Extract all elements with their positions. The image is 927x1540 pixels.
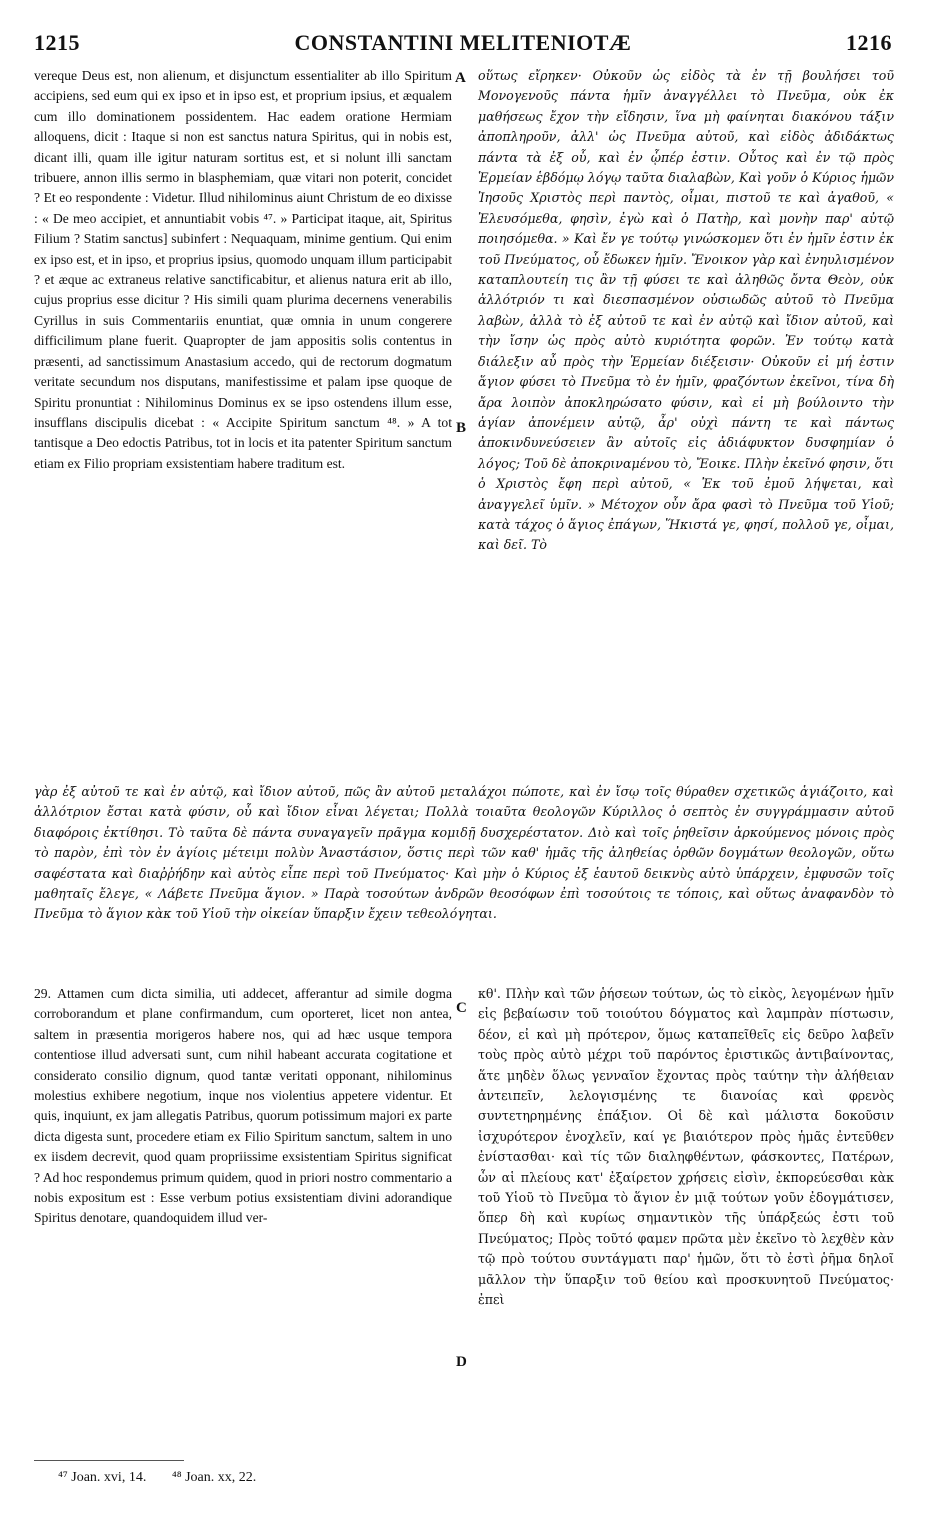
greek-full-width-block [34, 782, 894, 982]
footnotes [58, 1470, 458, 1486]
footnote-rule [34, 1460, 184, 1461]
latin-column-top [34, 66, 452, 786]
running-title: CONSTANTINI MELITENIOTÆ [294, 30, 632, 55]
page-header [34, 30, 892, 58]
section-marker-c: C [456, 1000, 467, 1016]
footnote-47: ⁴⁷ Joan. xvi, 14. [58, 1470, 147, 1485]
greek-paragraph-bottom: κθ'. Πλὴν καὶ τῶν ῥήσεων τούτων, ὡς τὸ εἰκὸς, λεγομένων ἡμῖν εἰς βεβαίωσιν τοῦ τοιούτου δόγματος καὶ λαμπρὰν πίστωσιν, δέον, εἰ καὶ μὴ πρότερον, ὅμως καταπεῖθεῖς εἰς δεῦρο λαβεῖν τοὺς πρὸς αὐτὸ μέχρι τοῦ παρόντος ἐριστικῶς ἀντιβαίνοντας, ἅτε μηδὲν ὅλως γενναῖον ἔχοντας πρὸς ταύτην τὴν ἀλήθειαν ἀντειπεῖν, λελογισμένης τε διανοίας καὶ φρενὸς συντετηρημένης ἐπάξιον. Οἱ δὲ καὶ μάλιστα δοκοῦσιν ἰσχυρότερον ἐνοχλεῖν, καί γε βιαιότερον πρὸς ἡμᾶς ἐντεῦθεν ἐνίστασθαι· καὶ τίς τῶν διαληφθέντων, φάσκοντες, Πατέρων, ὧν αἱ πλείους κατ' ἐξαίρετον χρήσεις εἰσὶν, ἐκπορεύεσθαι κὰκ τοῦ Υἱοῦ τὸ Πνεῦμα τὸ ἅγιον ἐν μιᾷ τούτων γοῦν ἐδογμάτισεν, ὅπερ δὴ καὶ κυρίως σημαντικὸν τῆς ὑπάρξεώς ἐστι τοῦ Πνεύματος; Πρὸς τοῦτό φαμεν πρῶτα μὲν ἐκεῖνο τὸ λεχθὲν κὰν τῷ πρὸ τούτου συντάγματι παρ' ἡμῶν, ὅτι τὸ ἐστὶ ῥῆμα δηλοῖ μᾶλλον τὴν ὕπαρξιν τοῦ θείου καὶ προσκυνητοῦ Πνεύματος· ἐπεὶ [478, 986, 894, 1308]
latin-paragraph-bottom: 29. Attamen cum dicta similia, uti addecet, afferantur ad simile dogma corroborandum et plane confirmandum, cum oporteret, licet non antea, saltem in præsentia morigeros habere nos, qui ad hæc usque tempora contentiose illud adversati sunt, cum nihil habeant accurata cogitatione et considerato consilio dignum, quod tantæ veritati opponant, nihilominus molestius exhibere negotium, inque nos violentius appetere videntur. Et quis, inquiunt, ex jam allegatis Patribus, quorum potissimum majori ex parte dicta digesta sunt, procedere etiam ex Filio Spiritum sanctum, saltem in uno ex iisdem decrevit, quod quam propriissime exsistentiam Spiritus significat ? Ad hoc respondemus primum quidem, quod in priori nostro commentario a nobis expositum est : Esse verbum potius exsistentiam divini adorandique Spiritus denotare, quandoquidem illud ver- [34, 986, 452, 1226]
latin-column-bottom [34, 984, 452, 1434]
page-number-left: 1215 [34, 30, 80, 55]
section-marker-d: D [456, 1354, 467, 1370]
section-marker-b: B [456, 420, 467, 436]
greek-paragraph-full: γὰρ ἐξ αὐτοῦ τε καὶ ἐν αὐτῷ, καὶ ἴδιον αὐτοῦ, πῶς ἂν αὐτοῦ μεταλάχοι πώποτε, καὶ ἐν ἴσῳ τοῖς θύραθεν σχετικῶς ἁγιάζοιτο, καὶ ἀλλότριον ἔσται κατὰ φύσιν, οὗ καὶ ἴδιον εἶναι λέγεται; Πολλὰ τοιαῦτα θεολογῶν Κύριλλος ὁ σεπτὸς ἐν συγγράμμασιν αὐτοῦ διαφόροις ἐκτίθησι. Τὸ ταῦτα δὲ πάντα συναγαγεῖν πρᾶγμα κομιδῇ δυσχερέστατον. Διὸ καὶ τοῖς ῥηθεῖσιν ἀρκούμενος μόνοις πρὸς τὸ παρὸν, ἐπὶ τὸν ἐν ἁγίοις μέτειμι πολὺν Ἀναστάσιον, ὅστις περὶ τῶν καθ' ἡμᾶς τῆς ἀληθείας ὀρθῶν δογμάτων θεολογῶν, οὕτω σαφέστατα καὶ διαῤῥήδην καὶ αὐτὸς εἶπε περὶ τοῦ Πνεύματος· Καὶ μὴν ὁ Κύριος ἐξ ἑαυτοῦ δεικνὺς αὐτὸ ὑπάρχειν, ἐμφυσῶν τοῖς μαθηταῖς ἔλεγε, « Λάβετε Πνεῦμα ἅγιον. » Παρὰ τοσούτων ἀνδρῶν θεοσόφων ἐπὶ τοσούτοις τε τόποις, καὶ οὕτως ἀναφανδὸν τὸ Πνεῦμα τὸ ἅγιον κὰκ τοῦ Υἱοῦ τὴν οἰκείαν ὕπαρξιν ἔχειν τεθεολόγηται. [34, 784, 894, 922]
footnote-48: ⁴⁸ Joan. xx, 22. [171, 1470, 257, 1485]
page-number-right: 1216 [846, 30, 892, 55]
greek-column-bottom [478, 984, 894, 1434]
greek-column-top [478, 66, 894, 786]
greek-paragraph-top: οὕτως εἴρηκεν· Οὐκοῦν ὡς εἰδὸς τὰ ἐν τῇ βουλήσει τοῦ Μονογενοῦς πάντα ἡμῖν ἀναγγέλλει τὸ Πνεῦμα, οὐκ ἐκ μαθήσεως ἔχον τὴν εἴδησιν, ἵνα μὴ φαίνηται διακόνου τάξιν ἀποπληροῦν, ἀλλ' ὡς Πνεῦμα αὐτοῦ, καὶ εἰδὸς ἀδιδάκτως πάντα τὰ ἐξ οὗ, καὶ ἐν ᾧπέρ ἐστιν. Οὗτος καὶ ἐν τῷ πρὸς Ἑρμείαν ἑβδόμῳ λόγῳ ταῦτα διαλαβὼν, Καὶ γοῦν ὁ Κύριος ἡμῶν Ἰησοῦς Χριστὸς περὶ παντὸς, οἶμαι, πιστοῦ τε καὶ ἀγαθοῦ, « Ἐλευσόμεθα, φησὶν, ἐγὼ καὶ ὁ Πατὴρ, καὶ μονὴν παρ' αὐτῷ ποιησόμεθα. » Καὶ ἔν γε τούτῳ γινώσκομεν ὅτι ἐν ἡμῖν ἐστιν ἐκ τοῦ Πνεύματος, οὗ ἔδωκεν ἡμῖν. Ἔνοικον γὰρ καὶ ἐνηυλισμένον καταπλουτείη τις ἂν τῇ φύσει τε καὶ ἀληθῶς ὄντα Θεὸν, οὐκ ἀλλότριόν τι καὶ διεσπασμένον οὐσιωδῶς αὐτοῦ τὸ Πνεῦμα λαβὼν, ἀλλὰ τὸ ἐξ αὐτοῦ τε καὶ ἐν αὐτῷ καὶ ἴδιον αὐτοῦ, καὶ τὴν ἴσην ὡς πρὸς αὐτὸ κυριότητα φορῶν. Ἐν τούτῳ κατὰ διάλεξιν αὖ πρὸς τὴν Ἑρμείαν διέξεισιν· Οὐκοῦν εἰ μή ἐστιν ἅγιον φύσει τὸ Πνεῦμα τὸ ἐν ἡμῖν, φραζόντων ἐκεῖνοι, τίνα δὴ ἄρα λοιπὸν ἀποκληρώσατο φύσιν, καὶ εἰ μὴ βούλοιντο τὴν ἁγίαν ἀπονέμειν αὐτῷ, ἆρ' οὐχὶ πάντη τε καὶ πάντως ἀποκινδυνεύσειεν ἂν αὐτοῖς εἰς ἀδιάφυκτον δυσφημίαν ὁ λόγος; Τοῦ δὲ ἀποκριναμένου τὸ, Ἔοικε. Πλὴν ἐκεῖνό φησιν, ὅτι ὁ Χριστὸς ἔφη περὶ αὐτοῦ, « Ἐκ τοῦ ἐμοῦ λήψεται, καὶ ἀναγγελεῖ ὑμῖν. » Μέτοχον οὖν ἄρα φασὶ τὸ Πνεῦμα τοῦ Υἱοῦ; κατὰ τάχος ὁ ἅγιος ἐπάγων, Ἥκιστά γε, φησί, πολλοῦ γε, οἶμαι, καὶ δεῖ. Τὸ [478, 68, 894, 553]
latin-paragraph-top: vereque Deus est, non alienum, et disjunctum essentialiter ab illo Spiritum accipiens, sed eum qui ex ipso et in ipso est, et proprium ipsius, et æqualem cum illo dominationem possidentem. Hac eadem oratione Hermiam alloquens, dicit : Itaque si non est sanctus natura Spiritus, qui in nobis est, dicant illi, quam ille igitur naturam sortitus est, et si nolunt illi sanctam tribuere, annon illis sermo in blasphemiam, quæ vitari non poterit, concidet ? Et eo respondente : Videtur. Illud nihilominus aiunt Christum de eo dixisse : « De meo accipiet, et annuntiabit vobis ⁴⁷. » Participat itaque, ait, Spiritus Filium ? Statim sanctus] subinfert : Nequaquam, minime gentium. Qui enim ex ipso est, et in ipso, et proprius ipsius, quomodo unquam illum participabit ? et æque ac extraneus relative sanctificabitur, et alienus natura erit ab illo, cujus proprius esse dicitur ? His simili quam plurima decernens venerabilis Cyrillus in suis Commentariis enuntiat, quæ omnia in unum congerere difficilimum plane fuerit. Quapropter de jam appositis solis contentus in præsenti, ad sanctissimum Anastasium accedo, qui de rectorum dogmatum veritate secundum nos disputans, manifestissime et palam ipse quoque de Spiritu pronuntiat : Nihilominus Dominus ex se ipso ostendens illum esse, insufflans discipulis dicebat : « Accipite Spiritum sanctum ⁴⁸. » A tot tantisque a Deo edoctis Patribus, tot in locis et ita patenter Spiritum sanctum etiam ex Filio propriam exsistentiam habere traditum est. [34, 68, 452, 471]
section-marker-a: A [455, 70, 466, 86]
